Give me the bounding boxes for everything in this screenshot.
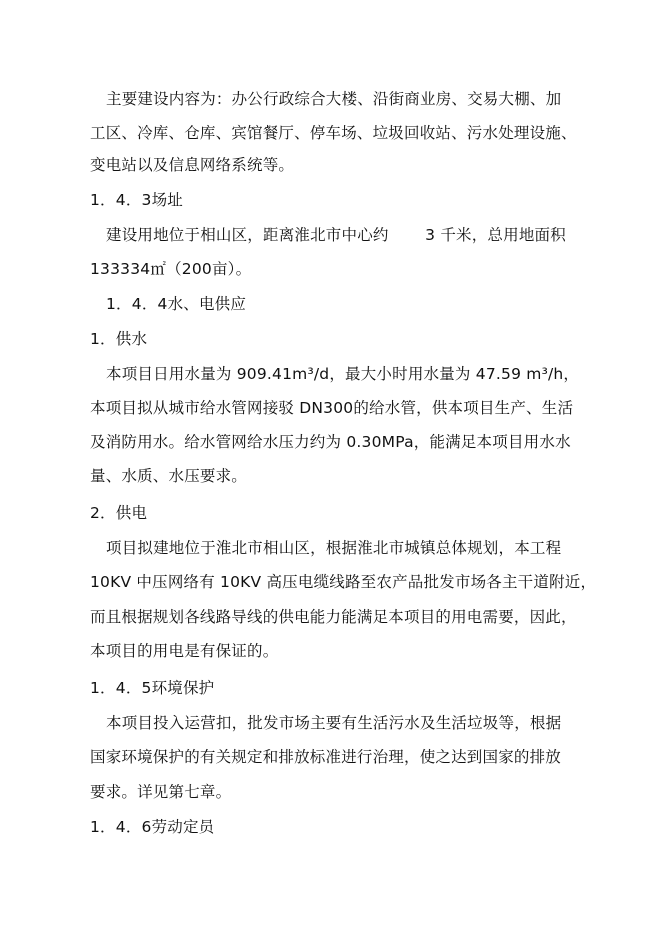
- water-line-1: 本项目日用水量为 909.41m³/d，最大小时用水量为 47.59 m³/h，: [106, 365, 580, 383]
- heading-environment: 1．4．5环境保护: [90, 679, 215, 697]
- env-line-1: 本项目投入运营扣，批发市场主要有生活污水及生活垃圾等，根据: [106, 714, 562, 732]
- main-content-line-1: 主要建设内容为：办公行政综合大楼、沿街商业房、交易大棚、加: [106, 90, 562, 108]
- power-line-4: 本项目的用电是有保证的。: [90, 642, 279, 660]
- water-line-2: 本项目拟从城市给水管网接驳 DN300的给水管，供本项目生产、生活: [90, 399, 574, 417]
- heading-site: 1．4．3场址: [90, 191, 183, 209]
- env-line-3: 要求。详见第七章。: [90, 783, 232, 801]
- main-content-line-3: 变电站以及信息网络系统等。: [90, 156, 295, 174]
- heading-water-supply: 1．供水: [90, 330, 148, 348]
- heading-power-supply: 2．供电: [90, 504, 148, 522]
- site-line-1: 建设用地位于相山区，距离淮北市中心约 3 千米，总用地面积: [106, 226, 566, 244]
- water-line-4: 量、水质、水压要求。: [90, 467, 248, 485]
- heading-staffing: 1．4．6劳动定员: [90, 818, 215, 836]
- power-line-2: 10KV 中压网络有 10KV 高压电缆线路至农产品批发市场各主干道附近，: [90, 573, 597, 591]
- power-line-1: 项目拟建地位于淮北市相山区，根据淮北市城镇总体规划，本工程: [106, 539, 562, 557]
- power-line-3: 而且根据规划各线路导线的供电能力能满足本项目的用电需要，因此，: [90, 608, 577, 626]
- water-line-3: 及消防用水。给水管网给水压力约为 0.30MPa，能满足本项目用水水: [90, 433, 571, 451]
- env-line-2: 国家环境保护的有关规定和排放标准进行治理，使之达到国家的排放: [90, 748, 562, 766]
- main-content-line-2: 工区、冷库、仓库、宾馆餐厅、停车场、垃圾回收站、污水处理设施、: [90, 124, 577, 142]
- heading-water-power-supply: 1．4．4水、电供应: [106, 295, 247, 313]
- site-line-2: 133334㎡（200亩）。: [90, 260, 252, 278]
